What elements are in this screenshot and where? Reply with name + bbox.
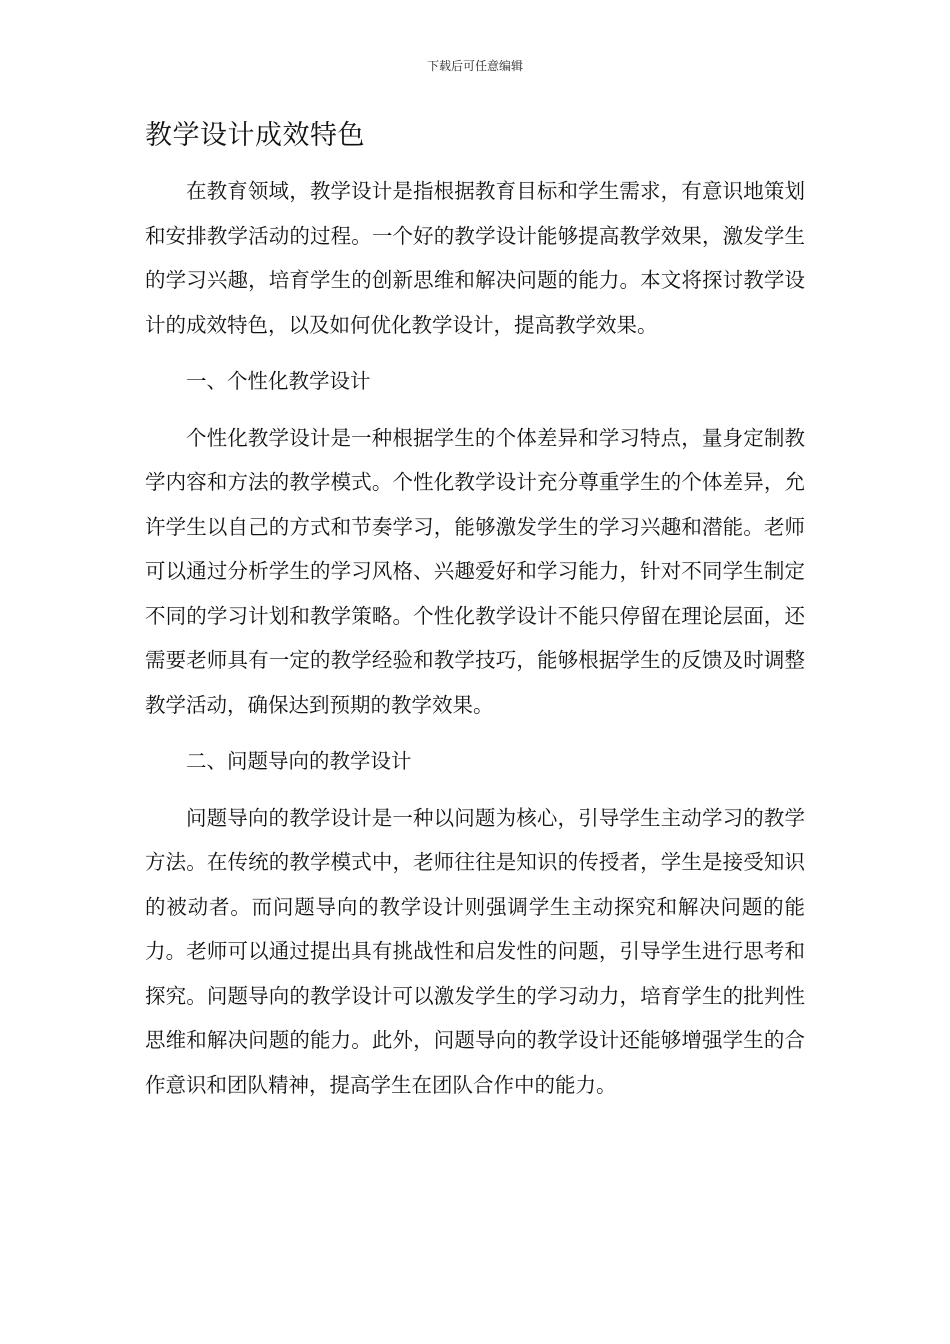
- section-body-problem-oriented: 问题导向的教学设计是一种以问题为核心，引导学生主动学习的教学方法。在传统的教学模式中，老师往往是知识的传授者，学生是接受知识的被动者。而问题导向的教学设计则强调学生主动探究和解决问题的能力。老师可以通过提出具有挑战性和启发性的问题，引导学生进行思考和探究。问题导向的教学设计可以激发学生的学习动力，培育学生的批判性思维和解决问题的能力。此外，问题导向的教学设计还能够增强学生的合作意识和团队精神，提高学生在团队合作中的能力。: [145, 805, 805, 1097]
- section-body-personalized: 个性化教学设计是一种根据学生的个体差异和学习特点，量身定制教学内容和方法的教学模式。个性化教学设计充分尊重学生的个体差异，允许学生以自己的方式和节奏学习，能够激发学生的学习兴趣和潜能。老师可以通过分析学生的学习风格、兴趣爱好和学习能力，针对不同学生制定不同的学习计划和教学策略。个性化教学设计不能只停留在理论层面，还需要老师具有一定的教学经验和教学技巧，能够根据学生的反馈及时调整教学活动，确保达到预期的教学效果。: [145, 425, 805, 717]
- section-heading-personalized: 一、个性化教学设计: [186, 369, 371, 393]
- intro-paragraph: 在教育领域，教学设计是指根据教育目标和学生需求，有意识地策划和安排教学活动的过程。一个好的教学设计能够提高教学效果，激发学生的学习兴趣，培育学生的创新思维和解决问题的能力。本文将探讨教学设计的成效特色，以及如何优化教学设计，提高教学效果。: [145, 179, 805, 337]
- section-heading-problem-oriented: 二、问题导向的教学设计: [186, 749, 412, 773]
- document-title: 教学设计成效特色: [145, 120, 365, 151]
- document-content: [145, 115, 805, 1107]
- header-note: 下载后可任意编辑: [426, 59, 523, 73]
